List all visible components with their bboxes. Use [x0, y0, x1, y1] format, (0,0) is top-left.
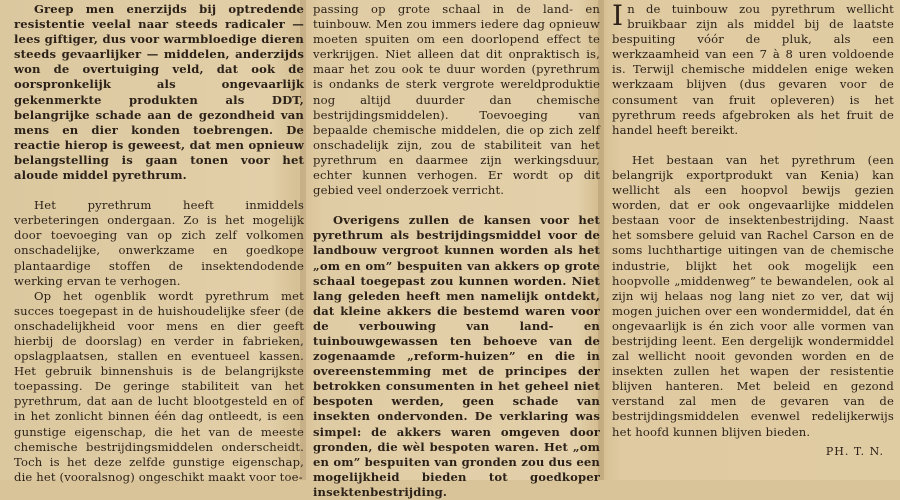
- paragraph: passing op grote schaal in de land- en tuinbouw. Men zou immers iedere dag opnieuw moeten spuiten om een doorlopend effect te verkrijgen. Niet alleen dat dit onpraktisch is, maar het zou ook te duur worden (pyrethrum is ondanks de sterk vergrote wereldproduktie nog altijd duurder dan chemische bestrijdingsmiddelen). Toevoeging van bepaalde chemische middelen, die op zich zelf onschadelijk zijn, zou de stabiliteit van het pyrethrum en daarmee zijn werkingsduur, echter kunnen verhogen. Er wordt op dit gebied veel onderzoek verricht.: [313, 2, 600, 198]
- bold-paragraph: Overigens zullen de kansen voor het pyrethrum als bestrijdingsmiddel voor de landbouw vergroot kunnen worden als het „om en om” bespuiten van akkers op grote schaal toegepast zou kunnen worden. Niet lang geleden heeft men namelijk ontdekt, dat kleine akkers die bestemd waren voor de verbouwing van land- en tuinbouwgewassen ten behoeve van de zogenaamde „reform-huizen” en die in overeenstemming met de principes der betrokken consumenten in het geheel niet bespoten werden, geen schade van insekten ondervonden. De verklaring was simpel: de akkers waren omgeven door gronden, die wèl bespoten waren. Het „om en om” bespuiten van gronden zou dus een mogelijkheid bieden tot goedkoper insektenbestrijding.: [313, 213, 600, 499]
- column-3: [612, 2, 894, 459]
- intro-paragraph: Greep men enerzijds bij optredende resistentie veelal naar steeds radicaler — lees giftiger, dus voor warmbloedige dieren steeds gevaarlijker — middelen, anderzijds won de overtuiging veld, dat ook de oorspronkelijk als ongevaarlijk gekenmerkte produkten als DDT, belangrijke schade aan de gezondheid van mens en dier konden toebrengen. De reactie hierop is geweest, dat men opnieuw belangstelling is gaan tonen voor het aloude middel pyrethrum.: [14, 2, 304, 183]
- paragraph: Het pyrethrum heeft inmiddels verbeteringen ondergaan. Zo is het mogelijk door toevoeging van op zich zelf volkomen onschadelijke, onwerkzame en goedkope plantaardige stoffen de insektendodende werking ervan te verhogen.: [14, 198, 304, 288]
- author-signature: PH. T. N.: [825, 444, 884, 458]
- drop-cap: I: [612, 0, 624, 32]
- paragraph: Het bestaan van het pyrethrum (een belangrijk exportprodukt van Kenia) kan wellicht als een hoopvol bewijs gezien worden, dat er ook ongevaarlijke middelen bestaan voor de insektenbestrijding. Naast het somsbere geluid van Rachel Carson en de soms luchthartige uitingen van de chemische industrie, blijkt het ook mogelijk een hoopvolle „middenweg” te bewandelen, ook al zijn wij helaas nog lang niet zo ver, dat wij mogen juichen over een wondermiddel, dat én ongevaarlijk is én zich voor alle vormen van bestrijding leent. Een dergelijk wondermiddel zal wellicht nooit gevonden worden en de insekten zullen het wapen der resistentie blijven hanteren. Met beleid en gezond verstand zal men de gevaren van de bestrijdingsmiddelen evenwel redelijkerwijs het hoofd kunnen blijven bieden.: [612, 152, 894, 439]
- paragraph-text: n de tuinbouw zou pyrethrum wellicht bruikbaar zijn als middel bij de laatste bespuiting vóór de pluk, als een werkzaamheid van een 7 à 8 uren voldoende is. Terwijl chemische middelen enige weken werkzaam blijven (dus gevaren voor de consument van fruit opleveren) is het pyrethrum reeds afgebroken als het fruit de handel heeft bereikt.: [612, 2, 894, 137]
- paragraph: Op het ogenblik wordt pyrethrum met succes toegepast in de huishoudelijke sfeer (de onschadelijkheid voor mens en dier geeft hierbij de doorslag) en verder in fabrieken, opslagplaatsen, stallen en eventueel kassen. Het gebruik binnenshuis is de belangrijkste toepassing. De geringe stabiliteit van het pyrethrum, dat aan de lucht blootgesteld en of in het zonlicht binnen één dag ontleedt, is een gunstige eigenschap, die het van de meeste chemische bestrijdingsmiddelen onderscheidt. Toch is het deze zelfde gunstige eigenschap, die het (vooralsnog) ongeschikt maakt voor toe-: [14, 288, 304, 484]
- column-1: [14, 2, 304, 485]
- paragraph-with-dropcap: [612, 2, 894, 138]
- column-2: [313, 2, 600, 500]
